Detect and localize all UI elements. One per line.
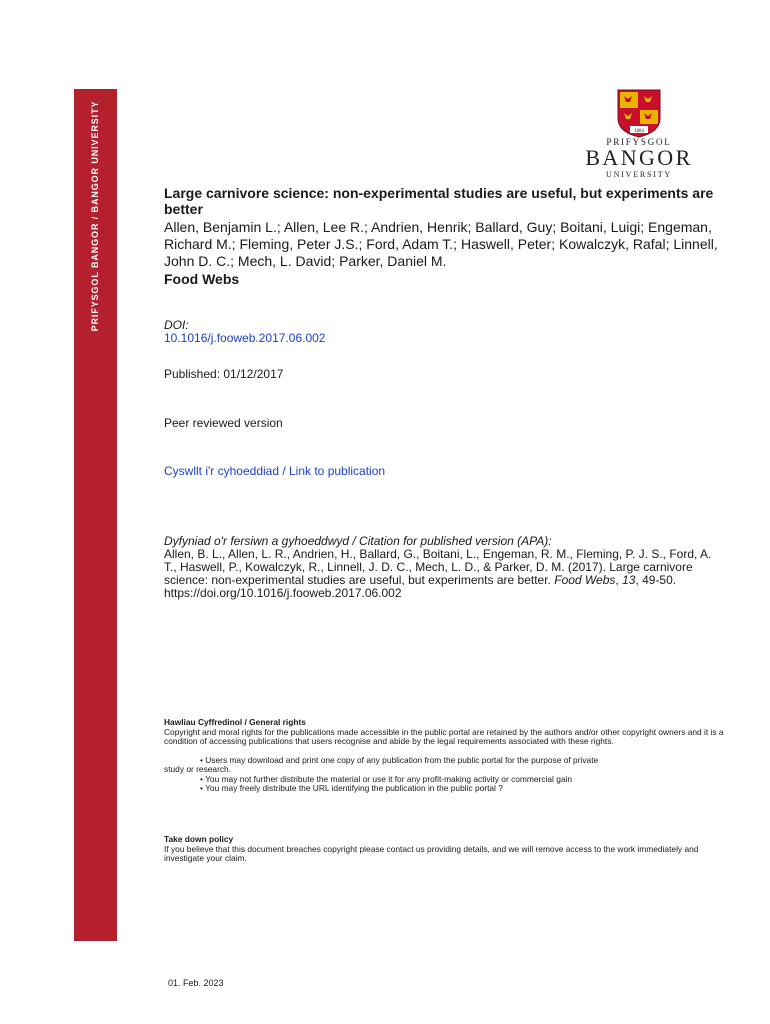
citation-pages-doi: , 49-50. https://doi.org/10.1016/j.fooweb.2017.06.002 xyxy=(164,573,677,600)
citation-volume: 13 xyxy=(622,573,636,587)
version-label: Peer reviewed version xyxy=(164,416,283,430)
logo-bottom-text: UNIVERSITY xyxy=(606,170,672,179)
citation-block xyxy=(164,535,724,600)
logo-top-text: PRIFYSGOL xyxy=(606,137,672,147)
citation-label: Dyfyniad o'r fersiwn a gyhoeddwyd / Citation for published version (APA): xyxy=(164,534,552,548)
crest-year: 1884 xyxy=(634,129,644,134)
rights-bullet-1: • Users may download and print one copy of any publication from the public portal for the purpose of private xyxy=(200,754,599,765)
rights-bullet-3: • You may freely distribute the URL identifying the publication in the public portal ? xyxy=(200,783,503,793)
paper-title: Large carnivore science: non-experimental studies are useful, but experiments are better xyxy=(164,185,714,217)
citation-text xyxy=(164,548,724,600)
takedown-policy xyxy=(164,835,724,864)
general-rights xyxy=(164,718,724,794)
takedown-body: If you believe that this document breaches copyright please contact us providing details, and we will remove access to the work immediately and investigate your claim. xyxy=(164,843,699,863)
publication-link[interactable]: Cyswllt i'r cyhoeddiad / Link to publication xyxy=(164,464,386,478)
rights-bullet-1-continued: study or research. xyxy=(164,764,232,774)
doi-link[interactable]: 10.1016/j.fooweb.2017.06.002 xyxy=(164,331,326,345)
university-logo xyxy=(572,86,706,182)
takedown-heading: Take down policy xyxy=(164,834,234,844)
rights-body: Copyright and moral rights for the publications made accessible in the public portal are retained by the authors and/or other copyright owners and it is a condition of accessing publications that users recognise and abide by the legal requirements associated with these rights. xyxy=(164,726,724,746)
download-date: 01. Feb. 2023 xyxy=(168,978,224,988)
rights-bullets xyxy=(164,756,724,794)
citation-separator: , xyxy=(615,573,623,587)
published-date: Published: 01/12/2017 xyxy=(164,367,284,381)
sidebar-text: PRIFYSGOL BANGOR / BANGOR UNIVERSITY xyxy=(90,100,100,332)
citation-journal: Food Webs xyxy=(554,573,616,587)
logo-main-text: BANGOR xyxy=(585,145,693,170)
rights-bullet-2: • You may not further distribute the material or use it for any profit-making activity or commercial gain xyxy=(200,773,573,784)
rights-heading: Hawliau Cyffredinol / General rights xyxy=(164,717,306,727)
citation-main: Allen, B. L., Allen, L. R., Andrien, H., Ballard, G., Boitani, L., Engeman, R. M., Fleming, P. J. S., Ford, A. T., Haswell, P., Kowalczyk, R., Linnell, J. D. C., Mech, L. D., & Parker, D. M. (2017). Large carnivore science: non-experimental studies are useful, but experiments are better. xyxy=(164,547,712,587)
doi-label: DOI: xyxy=(164,318,189,332)
paper-authors: Allen, Benjamin L.; Allen, Lee R.; Andrien, Henrik; Ballard, Guy; Boitani, Luigi; Engeman, Richard M.; Fleming, Peter J.S.; Ford, Adam T.; Haswell, Peter; Kowalczyk, Rafal; Linnell, John D. C.; Mech, L. David; Parker, Daniel M. xyxy=(164,219,718,269)
journal-name: Food Webs xyxy=(164,271,240,287)
crest-icon xyxy=(616,88,662,138)
